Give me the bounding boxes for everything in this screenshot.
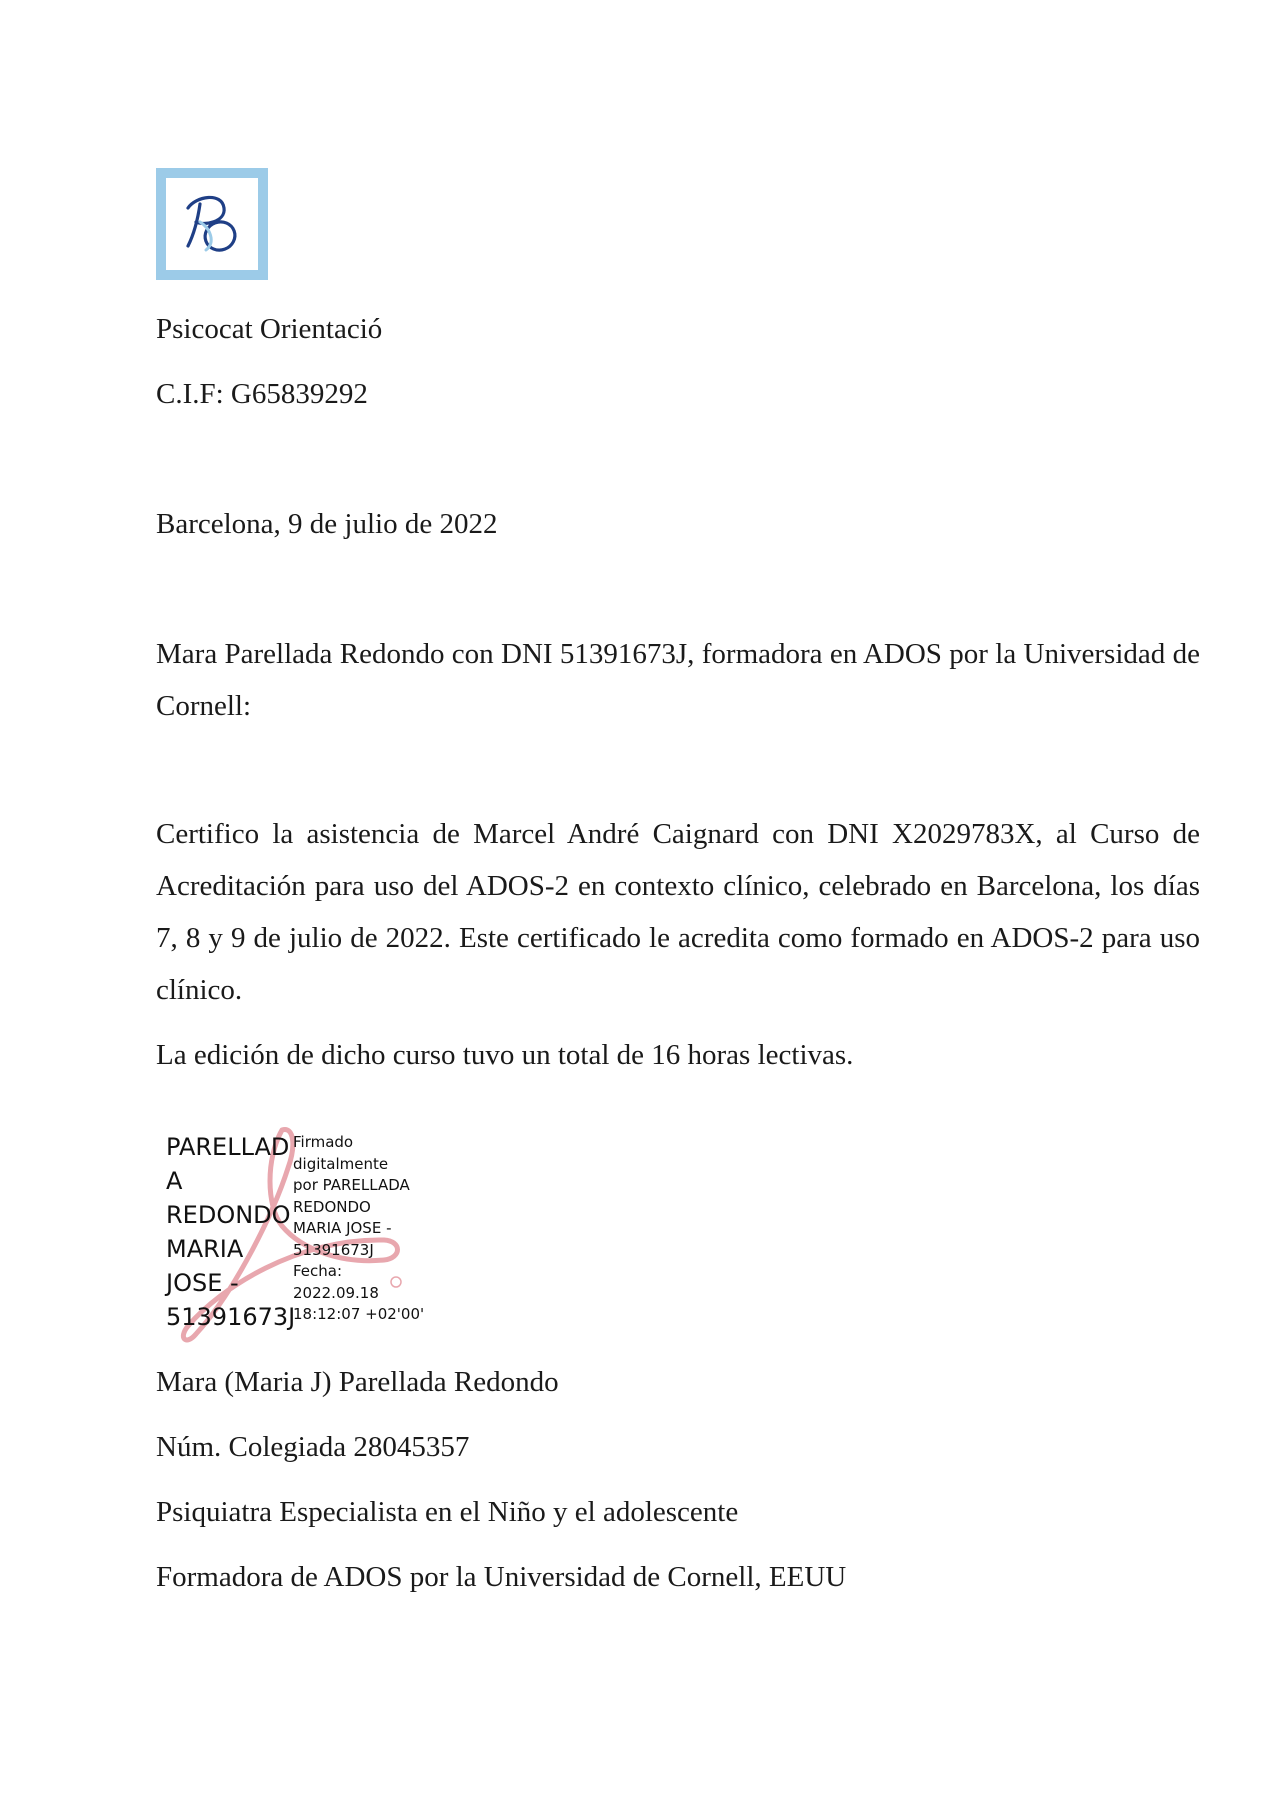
digital-signature — [160, 1120, 460, 1350]
signer-name: Mara (Maria J) Parellada Redondo — [156, 1366, 559, 1398]
cif-line: C.I.F: G65839292 — [156, 378, 368, 410]
certification-paragraph: Certifico la asistencia de Marcel André Caignard con DNI X2029783X, al Curso de Acreditación para uso del ADOS-2 en contexto clínico, celebrado en Barcelona, los días 7, 8 y 9 de julio de 2022. Este certificado le acredita como formado en ADOS-2 para uso clínico. — [156, 818, 1200, 1006]
hours-line: La edición de dicho curso tuvo un total de 16 horas lectivas. — [156, 1039, 854, 1071]
date-line: Barcelona, 9 de julio de 2022 — [156, 508, 498, 540]
org-name: Psicocat Orientació — [156, 313, 383, 345]
signer-trainer-title: Formadora de ADOS por la Universidad de Cornell, EEUU — [156, 1561, 847, 1593]
signer-specialty: Psiquiatra Especialista en el Niño y el adolescente — [156, 1496, 739, 1528]
logo-monogram — [166, 178, 258, 270]
signer-registration: Núm. Colegiada 28045357 — [156, 1431, 470, 1463]
signature-details: Firmado digitalmente por PARELLADA REDONDO MARIA JOSE - 51391673J Fecha: 2022.09.18 18:12:07 +02'00' — [293, 1133, 425, 1323]
intro-paragraph: Mara Parellada Redondo con DNI 51391673J, formadora en ADOS por la Universidad de Cornell: — [156, 638, 1200, 722]
signature-name: PARELLAD A REDONDO MARIA JOSE - 51391673J — [166, 1133, 296, 1331]
company-logo — [156, 168, 268, 280]
